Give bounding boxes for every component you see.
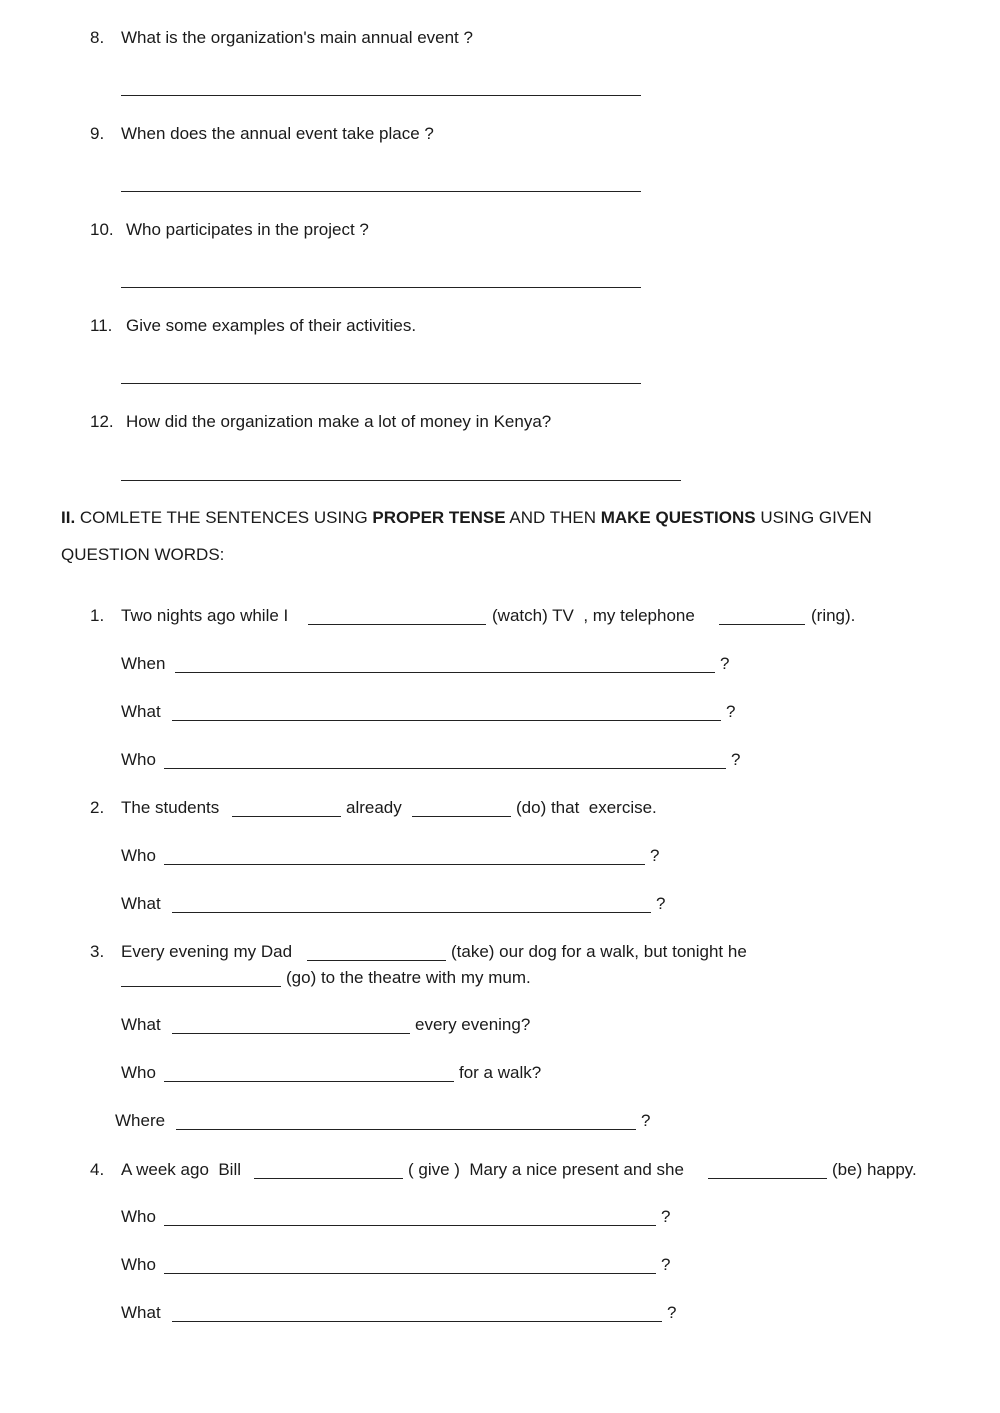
answer-line[interactable] — [164, 1225, 656, 1226]
sentence-text: (be) happy. — [832, 1160, 917, 1179]
heading-text: USING GIVEN — [755, 508, 872, 527]
exercise-number: 4. — [90, 1160, 105, 1179]
answer-line[interactable] — [172, 720, 721, 721]
answer-line[interactable] — [164, 768, 726, 769]
exercise-number: 2. — [90, 798, 105, 817]
blank-line[interactable] — [708, 1178, 827, 1179]
question-end: ? — [650, 846, 660, 865]
sentence-text: Every evening my Dad — [121, 942, 293, 961]
question-end: ? — [661, 1255, 671, 1274]
question-word: What — [121, 1015, 161, 1034]
question-text: What is the organization's main annual event ? — [121, 28, 473, 47]
exercise-number: 3. — [90, 942, 105, 961]
answer-line[interactable] — [172, 1033, 410, 1034]
question-text: Give some examples of their activities. — [126, 316, 417, 335]
answer-line[interactable] — [164, 864, 645, 865]
question-end: ? — [731, 750, 741, 769]
question-number: 10. — [90, 220, 114, 239]
answer-line[interactable] — [172, 912, 651, 913]
answer-line[interactable] — [121, 191, 641, 192]
heading-text: AND THEN — [505, 508, 601, 527]
sentence-text: (go) to the theatre with my mum. — [286, 968, 531, 987]
sentence-text: ( give ) Mary a nice present and she — [408, 1160, 684, 1179]
answer-line[interactable] — [164, 1081, 454, 1082]
question-text: How did the organization make a lot of money in Kenya? — [126, 412, 552, 431]
question-number: 8. — [90, 28, 105, 47]
exercise-number: 1. — [90, 606, 105, 625]
question-end: for a walk? — [459, 1063, 542, 1082]
question-word: Who — [121, 1207, 156, 1226]
section-heading-line2: QUESTION WORDS: — [61, 545, 225, 564]
answer-line[interactable] — [164, 1273, 656, 1274]
heading-bold-text: MAKE QUESTIONS — [600, 508, 756, 527]
sentence-text: (watch) TV , my telephone — [492, 606, 695, 625]
answer-line[interactable] — [121, 383, 641, 384]
question-end: ? — [656, 894, 666, 913]
heading-text: COMLETE THE SENTENCES USING — [75, 508, 373, 527]
question-word: Who — [121, 1255, 156, 1274]
sentence-text: Two nights ago while I — [121, 606, 289, 625]
question-word: Who — [121, 750, 156, 769]
question-end: ? — [661, 1207, 671, 1226]
question-number: 12. — [90, 412, 114, 431]
question-end: ? — [667, 1303, 677, 1322]
sentence-text: The students — [121, 798, 220, 817]
sentence-text: (do) that exercise. — [516, 798, 657, 817]
blank-line[interactable] — [121, 986, 281, 987]
question-word: Where — [115, 1111, 166, 1130]
question-end: every evening? — [415, 1015, 531, 1034]
blank-line[interactable] — [254, 1178, 403, 1179]
sentence-text: (ring). — [811, 606, 856, 625]
question-word: Who — [121, 846, 156, 865]
answer-line[interactable] — [121, 287, 641, 288]
question-end: ? — [726, 702, 736, 721]
question-number: 11. — [90, 316, 113, 335]
question-number: 9. — [90, 124, 105, 143]
question-word: When — [121, 654, 166, 673]
blank-line[interactable] — [308, 624, 486, 625]
question-word: What — [121, 702, 161, 721]
section-roman-numeral: II. — [61, 508, 76, 527]
sentence-text: (take) our dog for a walk, but tonight he — [451, 942, 747, 961]
heading-bold-text: PROPER TENSE — [372, 508, 506, 527]
question-word: What — [121, 894, 161, 913]
blank-line[interactable] — [412, 816, 511, 817]
question-end: ? — [720, 654, 730, 673]
sentence-text: already — [346, 798, 402, 817]
answer-line[interactable] — [175, 672, 715, 673]
answer-line[interactable] — [176, 1129, 636, 1130]
answer-line[interactable] — [121, 95, 641, 96]
question-text: When does the annual event take place ? — [121, 124, 434, 143]
blank-line[interactable] — [232, 816, 341, 817]
answer-line[interactable] — [172, 1321, 662, 1322]
answer-line[interactable] — [121, 480, 681, 481]
blank-line[interactable] — [307, 960, 446, 961]
question-word: What — [121, 1303, 161, 1322]
question-word: Who — [121, 1063, 156, 1082]
question-end: ? — [641, 1111, 651, 1130]
sentence-text: A week ago Bill — [121, 1160, 242, 1179]
section-heading-line1 — [61, 508, 872, 528]
question-text: Who participates in the project ? — [126, 220, 369, 239]
blank-line[interactable] — [719, 624, 805, 625]
